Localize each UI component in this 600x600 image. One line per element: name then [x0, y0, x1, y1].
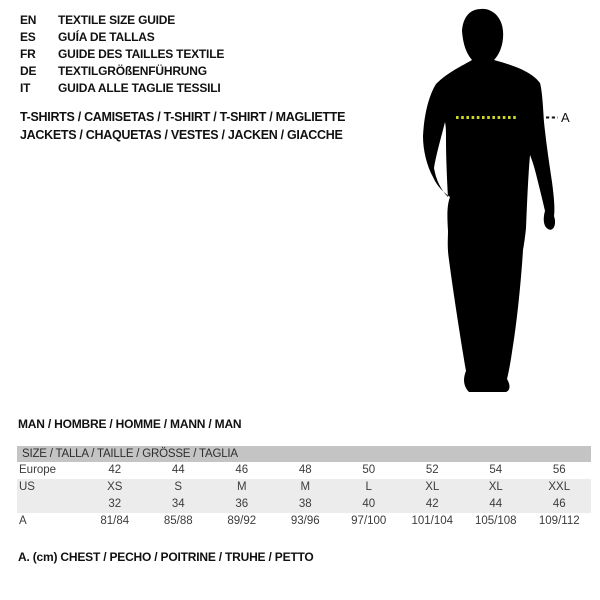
table-cell: 42 — [108, 464, 122, 476]
language-row-es — [20, 29, 224, 46]
table-row-a — [17, 513, 591, 530]
table-cell: 101/104 — [411, 515, 454, 527]
language-label: GUIDA ALLE TAGLIE TESSILI — [58, 81, 221, 95]
language-code: IT — [20, 81, 31, 95]
table-cell: XXL — [548, 481, 571, 493]
language-code: FR — [20, 47, 36, 61]
language-code: ES — [20, 30, 36, 44]
table-cell: 105/108 — [474, 515, 517, 527]
language-row-fr — [20, 46, 224, 63]
language-label: TEXTILGRÖßENFÜHRUNG — [58, 64, 207, 78]
table-cell: 46 — [552, 498, 566, 510]
size-table-header: SIZE / TALLA / TAILLE / GRÖSSE / TAGLIA — [17, 446, 591, 462]
table-cell: 89/92 — [227, 515, 257, 527]
table-cell: 38 — [298, 498, 312, 510]
language-code: EN — [20, 13, 37, 27]
table-cell: 46 — [235, 464, 249, 476]
size-table — [17, 446, 591, 530]
table-cell: L — [365, 481, 372, 493]
table-cell: 97/100 — [351, 515, 387, 527]
table-cell: 32 — [108, 498, 122, 510]
table-cell: 109/112 — [538, 515, 580, 527]
table-cell: 44 — [489, 498, 503, 510]
table-cell: 85/88 — [163, 515, 193, 527]
category-line-tshirts: T-SHIRTS / CAMISETAS / T-SHIRT / T-SHIRT / MAGLIETTE — [20, 110, 346, 124]
table-row-europe — [17, 462, 591, 479]
table-cell: 93/96 — [290, 515, 320, 527]
table-cell: XL — [488, 481, 503, 493]
language-list — [20, 12, 224, 97]
row-label: Europe — [19, 464, 57, 476]
language-label: TEXTILE SIZE GUIDE — [58, 13, 176, 27]
table-row-us — [17, 479, 591, 496]
measure-label-a: A — [561, 110, 570, 125]
table-cell: XS — [107, 481, 123, 493]
table-cell: XL — [425, 481, 440, 493]
language-label: GUIDE DES TAILLES TEXTILE — [58, 47, 225, 61]
row-label — [17, 496, 83, 513]
table-cell: 50 — [362, 464, 376, 476]
table-cell: 81/84 — [100, 515, 130, 527]
man-silhouette — [423, 9, 555, 392]
table-cell: 44 — [171, 464, 185, 476]
table-cell: M — [300, 481, 311, 493]
table-cell: 54 — [489, 464, 503, 476]
section-title-man: MAN / HOMBRE / HOMME / MANN / MAN — [18, 417, 242, 431]
language-row-de — [20, 63, 224, 80]
row-label: A — [19, 515, 27, 527]
language-row-it — [20, 80, 224, 97]
size-table-rows — [17, 462, 591, 530]
table-cell: 42 — [425, 498, 439, 510]
man-silhouette-svg — [405, 0, 600, 400]
footnote-chest: A. (cm) CHEST / PECHO / POITRINE / TRUHE / PETTO — [18, 550, 314, 564]
table-cell: 40 — [362, 498, 376, 510]
language-row-en — [20, 12, 224, 29]
category-lines — [20, 108, 345, 144]
language-code: DE — [20, 64, 37, 78]
row-label: US — [19, 481, 35, 493]
table-cell: 48 — [298, 464, 312, 476]
man-silhouette-figure — [405, 0, 600, 400]
category-line-jackets: JACKETS / CHAQUETAS / VESTES / JACKEN / GIACCHE — [20, 128, 343, 142]
table-cell: S — [174, 481, 183, 493]
table-cell: 36 — [235, 498, 249, 510]
language-label: GUÍA DE TALLAS — [58, 30, 155, 44]
table-cell: M — [236, 481, 247, 493]
table-row — [17, 496, 591, 513]
table-cell: 34 — [171, 498, 185, 510]
table-cell: 56 — [552, 464, 566, 476]
table-cell: 52 — [425, 464, 439, 476]
